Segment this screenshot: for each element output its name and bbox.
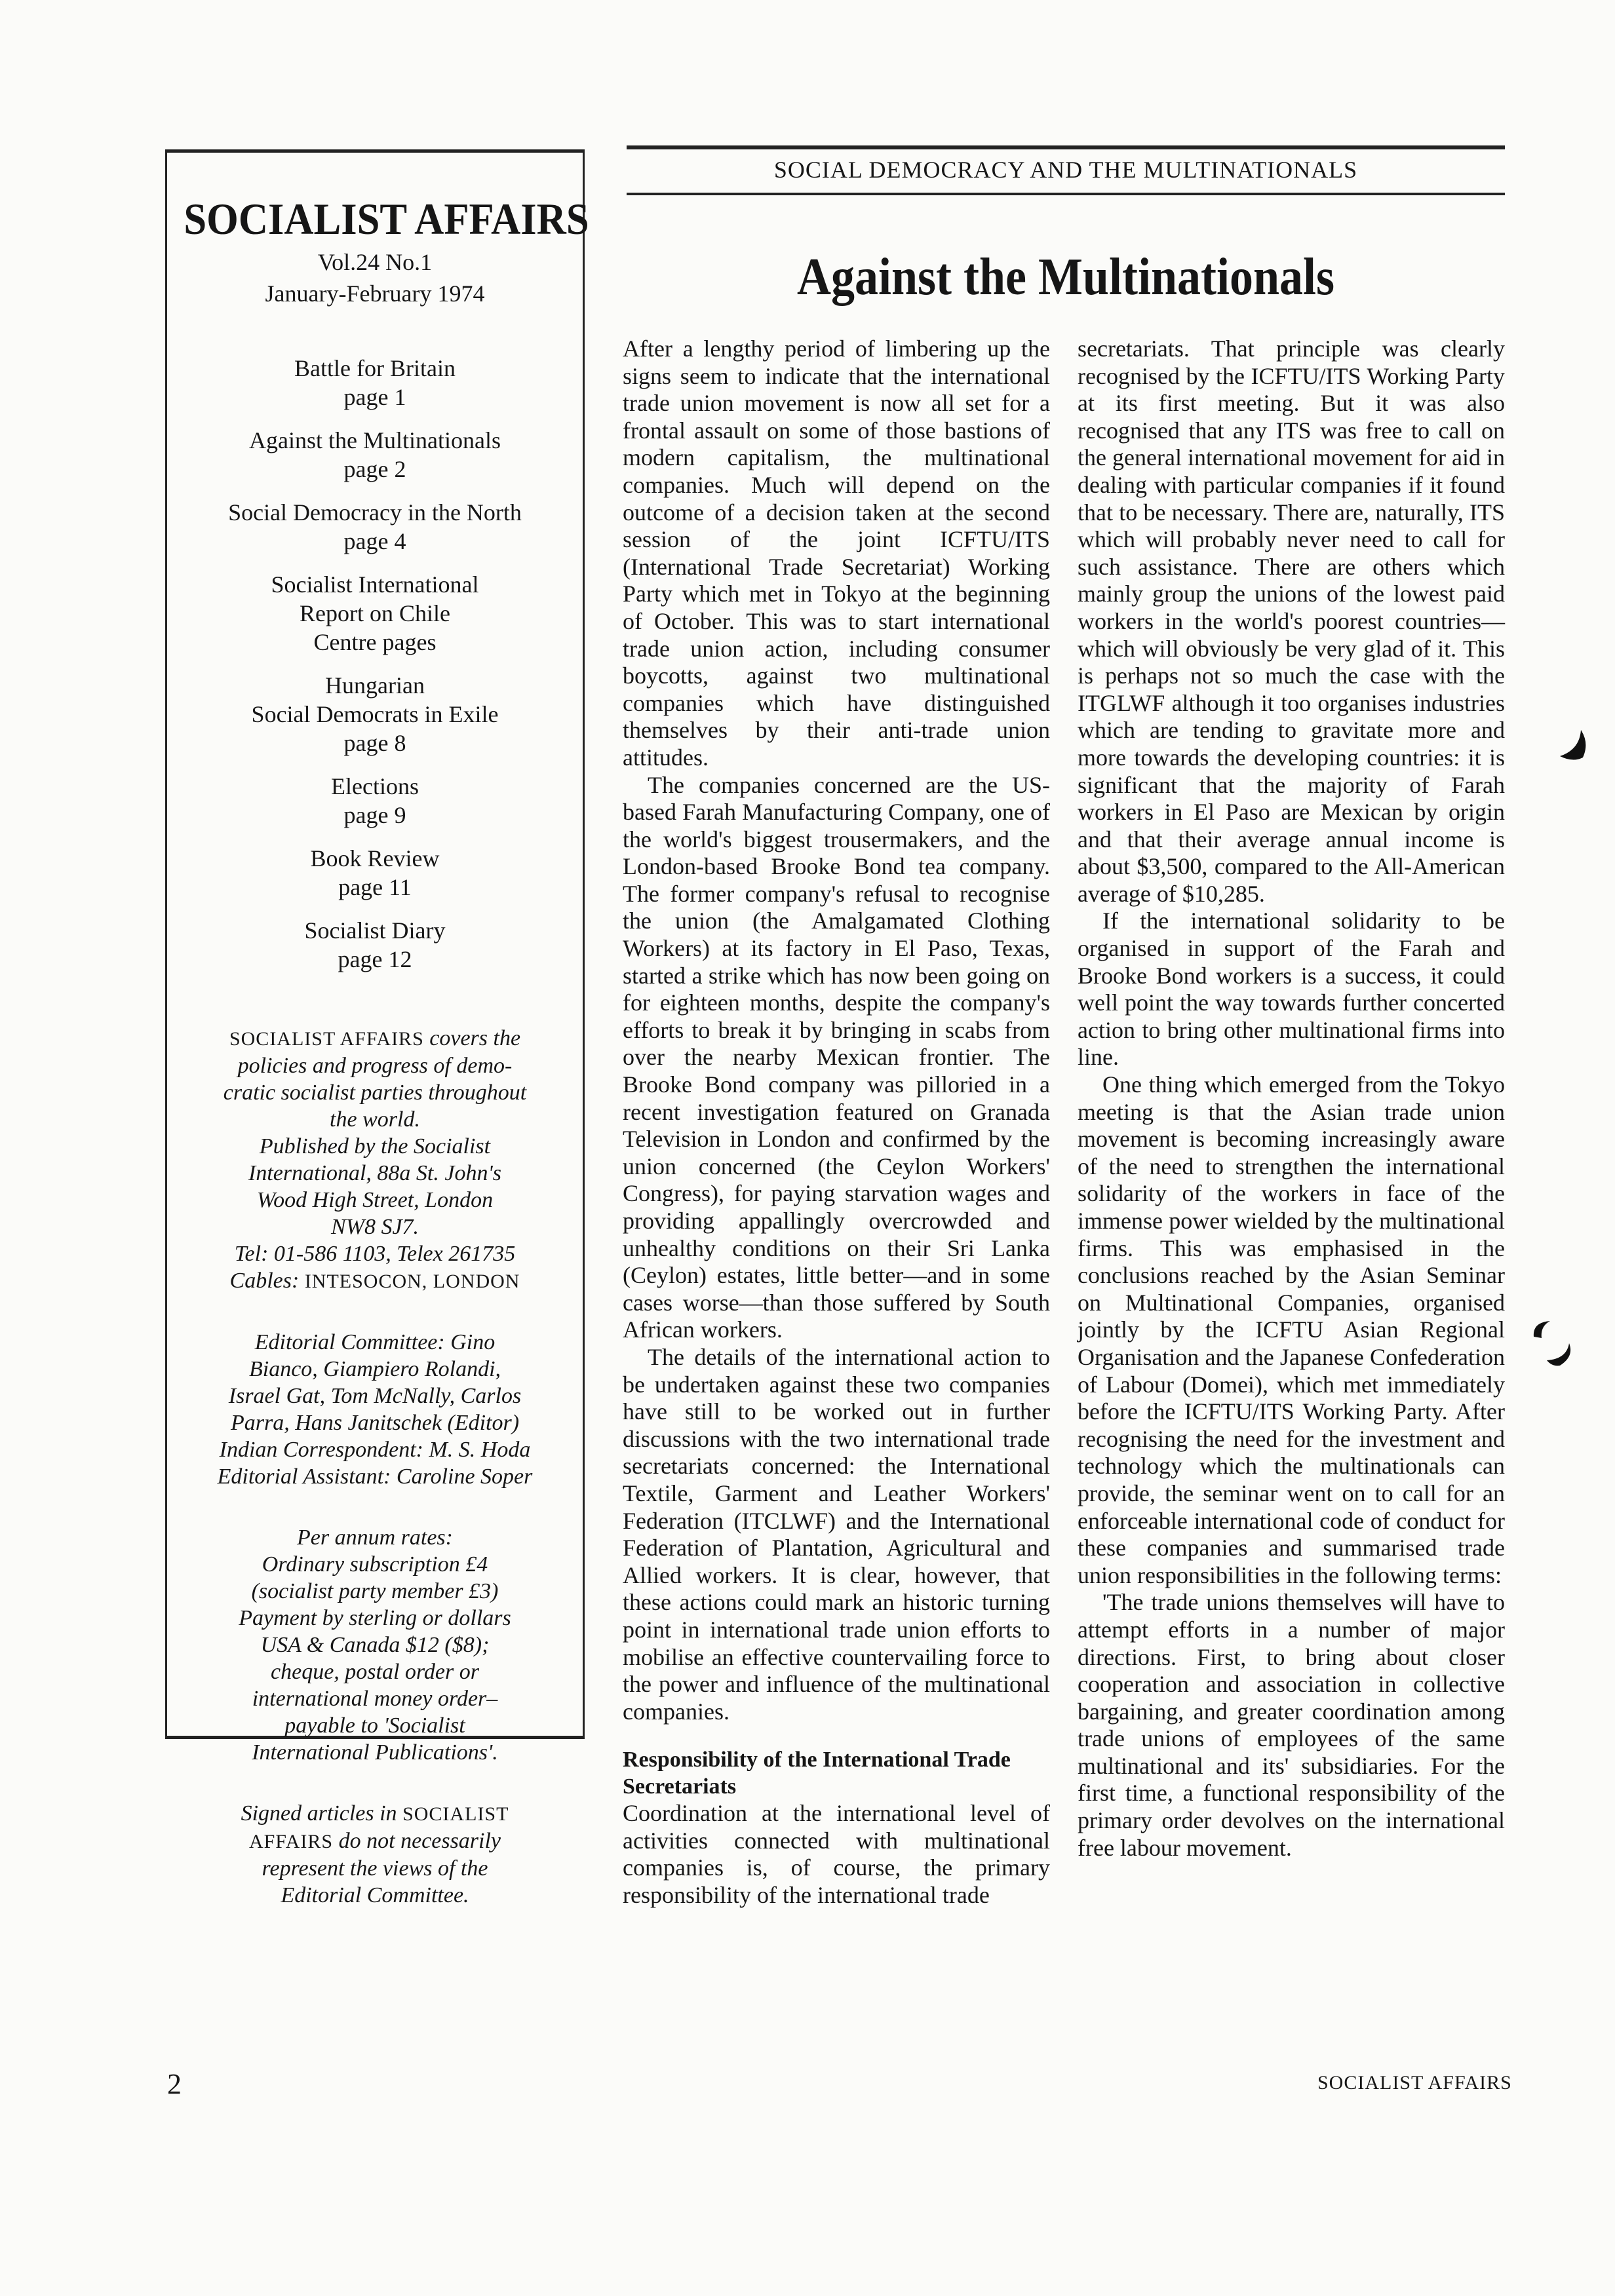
paragraph: secretariats. That principle was clearly recognised by the ICFTU/ITS Working Party at its first meeting. But it was also recognised that any ITS was free to call on the general international movement for aid in dealing with particular companies if it found that to be necessary. There are, naturally, ITS which will probably never need to call for such assistance. There are others which mainly group the unions of the lowest paid workers in the world's poorest countries—which will obviously be very glad of it. This is perhaps not so much the case with the ITGLWF although it too organises industries which are tending to gravitate more and more towards the developing countries: it is significant that the majority of Farah workers in El Paso are Mexican by origin and that their average annual income is about $3,500, compared to the All-American average of $10,285. <box>1078 335 1505 907</box>
section-heading: SOCIAL DEMOCRACY AND THE MULTINATIONALS <box>773 157 1358 183</box>
publication-info <box>167 1025 583 1909</box>
disclaimer: Signed articles in SOCIALIST AFFAIRS do not necessarily represent the views of the Editorial Committee. <box>241 1801 509 1907</box>
about-block: SOCIALIST AFFAIRS covers the policies and progress of demo- cratic socialist parties throughout the world. Published by the Socialist International, 88a St. John's Wood High Street, London NW8 SJ7. Tel: 01-586 1103, Telex 261735 Cables: INTESOCON, LONDON <box>223 1026 527 1293</box>
paragraph: After a lengthy period of limbering up the signs seem to indicate that the international trade union movement is now all set for a frontal assault on some of those bastions of modern capitalism, the multinational companies. Much will depend on the outcome of a decision taken at the second session of the joint ICFTU/ITS (International Trade Secretariat) Working Party which met in Tokyo at the beginning of October. This was to start international trade union action, including consumer boycotts, against two multinational companies which have distinguished themselves by their anti-trade union attitudes. <box>623 335 1050 771</box>
article-subheading: Responsibility of the International Trade Secretariats <box>623 1748 1011 1799</box>
cables-address: INTESOCON, LONDON <box>304 1271 520 1292</box>
editorial-committee: Editorial Committee: Gino Bianco, Giampiero Rolandi, Israel Gat, Tom McNally, Carlos Parra, Hans Janitschek (Editor) Indian Correspondent: M. S. Hoda Editorial Assistant: Caroline Soper <box>217 1330 533 1489</box>
toc-item[interactable]: Book Review page 11 <box>310 845 440 900</box>
toc-item[interactable]: Elections page 9 <box>331 773 419 828</box>
issue-date: January-February 1974 <box>265 280 485 307</box>
paragraph: The companies concerned are the US-based Farah Manufacturing Company, one of the world's biggest trousermakers, and the London-based Brooke Bond tea company. The former company's refusal to recognise the union (the Amalgamated Clothing Workers) at its factory in El Paso, Texas, started a strike which has now been going on for eighteen months, despite the company's efforts to break it by bringing in scabs from over the nearby Mexican frontier. The Brooke Bond company was pilloried in a recent investigation featured on Granada Television in London and confirmed by the union concerned (the Ceylon Workers' Congress), for paying starvation wages and providing appallingly overcrowded and unhealthy conditions on their Sri Lanka (Ceylon) estates, little better—and in some cases worse—than those suffered by South African workers. <box>623 771 1050 1343</box>
header-rule-top <box>627 145 1505 149</box>
subscription-rates: Per annum rates: Ordinary subscription £4 (socialist party member £3) Payment by sterling or dollars USA & Canada $12 ($8); cheque, postal order or international money order– payable to 'Socialist International Publications'. <box>239 1525 511 1765</box>
table-of-contents <box>167 354 583 974</box>
article-column-1 <box>623 335 1050 1909</box>
paragraph: The details of the international action to be undertaken against these two companies have still to be worked out in further discussions with the two international trade secretariats concerned: the International Textile, Garment and Leather Workers' Federation (ITCLWF) and the International Federation of Plantation, Agricultural and Allied workers. It is clear, however, that these actions could mark an historic turning point in international trade union efforts to mobilise an effective countervailing force to the power and influence of the multinational companies. <box>623 1343 1050 1725</box>
binding-hole-mark-icon <box>1521 1317 1580 1369</box>
contents-sidebar <box>165 149 589 1907</box>
paragraph: Coordination at the international level of activities connected with multinational companies is, of course, the primary responsibility of the international trade <box>623 1800 1050 1909</box>
toc-item[interactable]: Socialist International Report on Chile Centre pages <box>271 571 479 655</box>
toc-item[interactable]: Hungarian Social Democrats in Exile page 8 <box>251 672 499 756</box>
header-rule-bottom <box>627 193 1505 195</box>
paragraph: If the international solidarity to be organised in support of the Farah and Brooke Bond workers is a success, it could well point the way towards further concerted action to bring other multinational firms into line. <box>1078 908 1505 1071</box>
volume-number: Vol.24 No.1 <box>317 249 433 275</box>
toc-item[interactable]: Against the Multinationals page 2 <box>249 427 501 482</box>
toc-item[interactable]: Socialist Diary page 12 <box>304 917 446 972</box>
paragraph: 'The trade unions themselves will have to attempt efforts in a number of major directions. First, to bring about closer cooperation and association in collective bargaining, and greater coordination among trade unions of employees of the same multinational and its' subsidiaries. For the first time, a functional responsibility of the primary order devolves on the international free labour movement. <box>1078 1589 1505 1861</box>
magazine-name-smallcaps: SOCIALIST AFFAIRS <box>229 1028 424 1050</box>
footer-magazine-name: SOCIALIST AFFAIRS <box>1317 2072 1512 2094</box>
magazine-title: SOCIALIST AFFAIRS <box>184 194 589 244</box>
binding-hole-mark-icon <box>1553 723 1593 763</box>
page-number: 2 <box>167 2068 182 2100</box>
article-column-2 <box>1078 335 1505 1862</box>
toc-item[interactable]: Social Democracy in the North page 4 <box>228 499 522 554</box>
paragraph: One thing which emerged from the Tokyo meeting is that the Asian trade union movement is becoming increasingly aware of the need to strengthen the international solidarity of the workers in face of the immense power wielded by the multinational firms. This was emphasised in the conclusions reached by the Asian Seminar on Multinational Companies, organised jointly by the ICFTU Asian Regional Organisation and the Japanese Confederation of Labour (Domei), which met immediately before the ICFTU/ITS Working Party. After recognising the need for the investment and technology which the multinationals can provide, the seminar went on to call for an enforceable international code of conduct for these companies and summarised trade union responsibilities in the following terms: <box>1078 1071 1505 1588</box>
article-headline: Against the Multinationals <box>796 248 1335 306</box>
toc-item[interactable]: Battle for Britain page 1 <box>294 355 456 410</box>
